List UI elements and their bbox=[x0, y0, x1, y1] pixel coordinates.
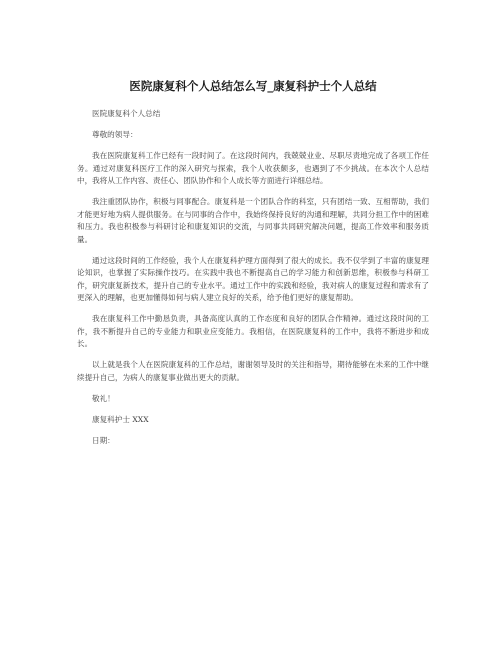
paragraph-attitude: 我在康复科工作中勤恳负责，具备高度认真的工作态度和良好的团队合作精神。通过这段时间的工作，我不断提升自己的专业能力和职业应变能力。我相信，在医院康复科的工作中，我将不断进步和成长。 bbox=[77, 314, 429, 348]
paragraph-conclusion: 以上就是我个人在医院康复科的工作总结，谢谢领导及时的关注和指导，期待能够在未来的工作中继续提升自己，为病人的康复事业做出更大的贡献。 bbox=[77, 360, 429, 382]
signature: 康复科护士 XXX bbox=[92, 414, 149, 424]
document-page bbox=[77, 78, 429, 456]
document-subtitle: 医院康复科个人总结 bbox=[92, 109, 161, 118]
date-label: 日期： bbox=[92, 435, 115, 445]
paragraph-teamwork: 我注重团队协作，积极与同事配合。康复科是一个团队合作的科室，只有团结一致、互相帮助，我们才能更好地为病人提供服务。在与同事的合作中，我始终保持良好的沟通和理解，共同分担工作中的困难和压力。我也积极参与科研讨论和康复知识的交流，与同事共同研究解决问题，提高工作效率和服务质量。 bbox=[77, 197, 429, 244]
paragraph-work-summary: 我在医院康复科工作已经有一段时间了。在这段时间内，我兢兢业业、尽职尽责地完成了各项工作任务。通过对康复科医疗工作的深入研究与探索，我个人收获颇多，也遇到了不少挑战。在本次个人总结中，我将从工作内容、责任心、团队协作和个人成长等方面进行详细总结。 bbox=[77, 151, 429, 185]
salutation: 尊敬的领导： bbox=[92, 130, 138, 139]
document-title: 医院康复科个人总结怎么写_康复科护士个人总结 bbox=[129, 79, 377, 93]
closing: 敬礼！ bbox=[92, 393, 115, 403]
paragraph-growth: 通过这段时间的工作经验，我个人在康复科护理方面得到了很大的成长。我不仅学到了丰富的康复理论知识，也掌握了实际操作技巧。在实践中我也不断提高自己的学习能力和创新思维，积极参与科研工作，研究康复新技术，提升自己的专业水平。通过工作中的实践和经验，我对病人的康复过程和需求有了更深入的理解，也更加懂得如何与病人建立良好的关系，给予他们更好的康复帮助。 bbox=[77, 255, 429, 302]
